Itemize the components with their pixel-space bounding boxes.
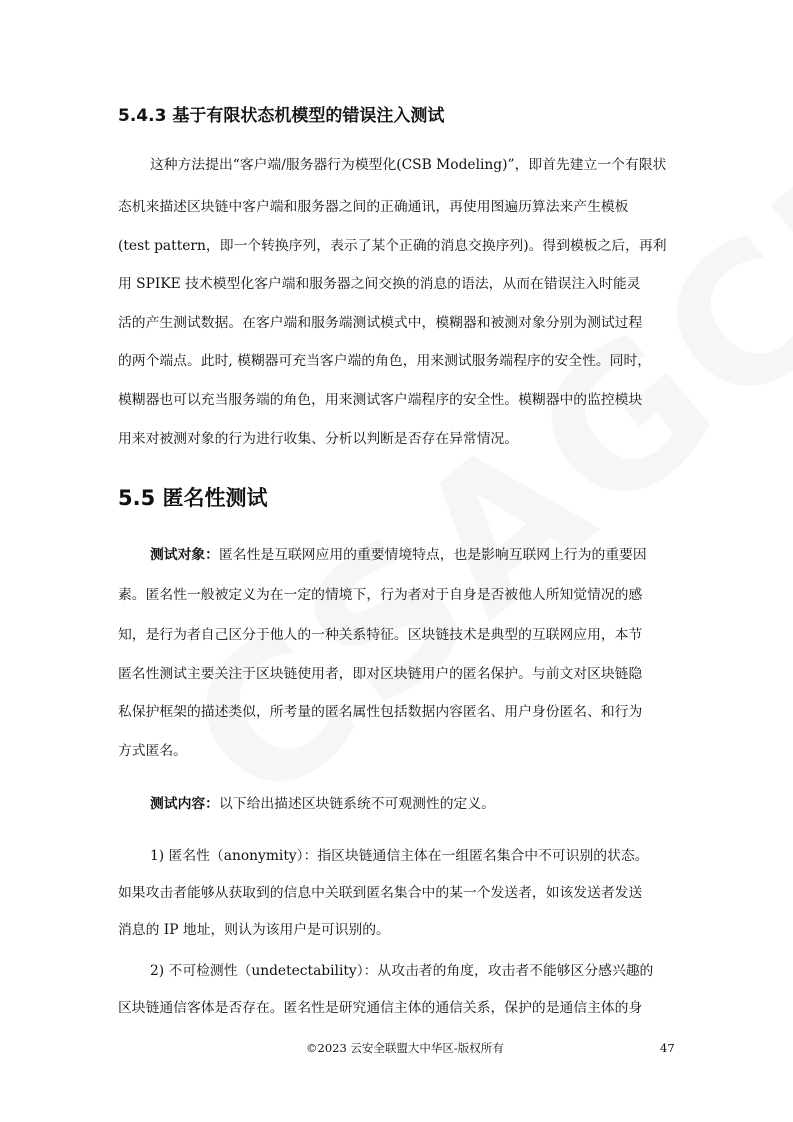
paragraph-line: 活的产生测试数据。在客户端和服务端测试模式中，模糊器和被测对象分别为测试过程	[118, 315, 643, 331]
paragraph-line: 方式匿名。	[118, 743, 187, 759]
paragraph-line: 态机来描述区块链中客户端和服务器之间的正确通讯，再使用图遍历算法来产生模板	[118, 199, 629, 215]
paragraph-line: 私保护框架的描述类似，所考量的匿名属性包括数据内容匿名、用户身份匿名、和行为	[118, 704, 643, 720]
test-object-label: 测试对象：	[150, 547, 219, 563]
paragraph-line: 的两个端点。此时, 模糊器可充当客户端的角色，用来测试服务端程序的安全性。同时，	[118, 353, 652, 369]
list-item-line: 如果攻击者能够从获取到的信息中关联到匿名集合中的某一个发送者，如该发送者发送	[118, 885, 643, 901]
list-item-line: 2) 不可检测性（undetectability）：从攻击者的角度，攻击者不能够区分感兴趣的	[150, 963, 654, 979]
test-content-label: 测试内容：	[150, 796, 219, 812]
list-item-line: 区块链通信客体是否存在。匿名性是研究通信主体的通信关系，保护的是通信主体的身	[118, 1000, 643, 1016]
paragraph-line: 知，是行为者自己区分于他人的一种关系特征。区块链技术是典型的互联网应用，本节	[118, 627, 643, 643]
paragraph-line: 用 SPIKE 技术模型化客户端和服务器之间交换的消息的语法，从而在错误注入时能灵	[118, 276, 641, 292]
section-heading-5-4-3: 5.4.3 基于有限状态机模型的错误注入测试	[118, 106, 445, 126]
section-heading-5-5: 5.5 匿名性测试	[118, 486, 268, 510]
watermark	[156, 301, 744, 840]
paragraph-line: 模糊器也可以充当服务端的角色，用来测试客户端程序的安全性。模糊器中的监控模块	[118, 392, 643, 408]
paragraph-line: 匿名性测试主要关注于区块链使用者，即对区块链用户的匿名保护。与前文对区块链隐	[118, 666, 643, 682]
page-number: 47	[660, 1041, 675, 1055]
paragraph-line: 这种方法提出“客户端/服务器行为模型化(CSB Modeling)”，即首先建立一个有限状	[150, 157, 667, 173]
footer-copyright: ©2023 云安全联盟大中华区-版权所有	[306, 1041, 504, 1055]
test-object-text: 匿名性是互联网应用的重要情境特点，也是影响互联网上行为的重要因	[218, 547, 647, 563]
test-content-text: 以下给出描述区块链系统不可观测性的定义。	[218, 796, 495, 812]
paragraph-line: 素。匿名性一般被定义为在一定的情境下，行为者对于自身是否被他人所知觉情况的感	[118, 587, 643, 603]
test-content-line	[150, 794, 495, 814]
list-item-line: 1) 匿名性（anonymity）：指区块链通信主体在一组匿名集合中不可识别的状态。	[150, 848, 649, 864]
paragraph-line: 用来对被测对象的行为进行收集、分析以判断是否存在异常情况。	[118, 431, 519, 447]
test-object-first-line	[150, 545, 647, 565]
list-item-line: 消息的 IP 地址，则认为该用户是可识别的。	[118, 922, 390, 938]
paragraph-line: (test pattern，即一个转换序列，表示了某个正确的消息交换序列)。得到模板之后，再利	[118, 238, 667, 254]
